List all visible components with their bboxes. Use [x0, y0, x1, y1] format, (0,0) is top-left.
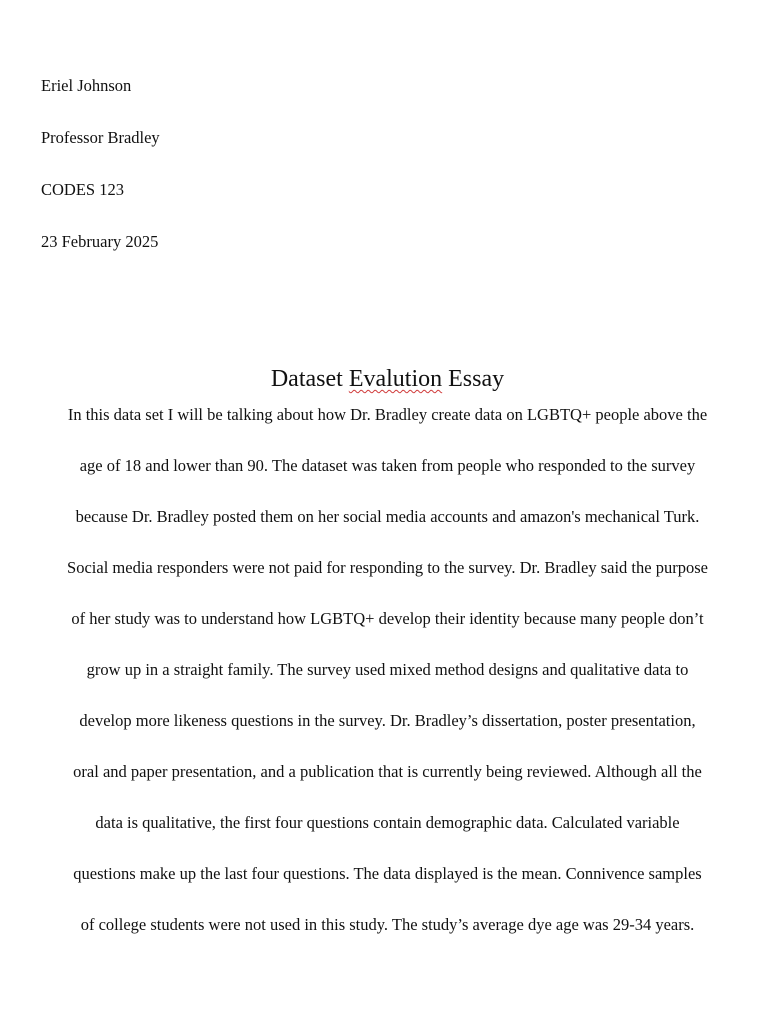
body-line-11: of college students were not used in this study. The study’s average dye age was 29-34 years. — [80, 915, 695, 934]
title-word-2-misspelled: Evalution — [348, 366, 443, 392]
body-line-3: because Dr. Bradley posted them on her social media accounts and amazon's mechanical Turk. — [75, 507, 700, 526]
submission-date: 23 February 2025 — [41, 232, 159, 251]
title-word-1: Dataset — [270, 366, 343, 392]
body-line-7: develop more likeness questions in the survey. Dr. Bradley’s dissertation, poster presentation, — [79, 711, 696, 730]
instructor-name: Professor Bradley — [41, 128, 160, 147]
body-line-9: data is qualitative, the first four questions contain demographic data. Calculated variable — [95, 813, 680, 832]
student-name: Eriel Johnson — [41, 76, 132, 95]
body-line-1: In this data set I will be talking about how Dr. Bradley create data on LGBTQ+ people above the — [67, 405, 708, 424]
essay-title — [0, 364, 763, 394]
body-line-2: age of 18 and lower than 90. The dataset was taken from people who responded to the survey — [79, 456, 696, 475]
title-word-3: Essay — [448, 366, 505, 392]
body-line-4: Social media responders were not paid for responding to the survey. Dr. Bradley said the purpose — [67, 558, 708, 577]
body-line-5: of her study was to understand how LGBTQ+ develop their identity because many people don’t — [71, 609, 704, 628]
course-code: CODES 123 — [41, 180, 124, 199]
body-line-6: grow up in a straight family. The survey used mixed method designs and qualitative data to — [86, 660, 689, 679]
body-line-10: questions make up the last four questions. The data displayed is the mean. Connivence samples — [73, 864, 702, 883]
body-line-8: oral and paper presentation, and a publication that is currently being reviewed. Although all the — [73, 762, 702, 781]
